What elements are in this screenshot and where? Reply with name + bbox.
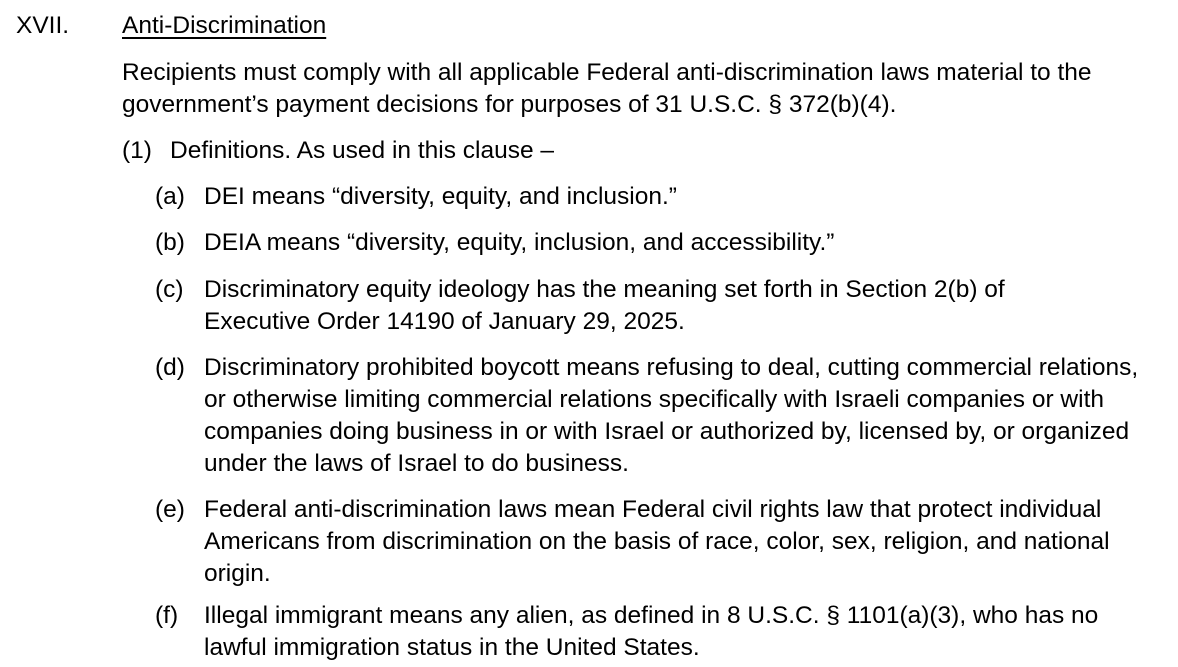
definition-item-e <box>155 494 1159 590</box>
section-number: XVII. <box>16 12 70 39</box>
definition-item-f <box>155 600 1149 664</box>
definition-item-a <box>155 181 1164 213</box>
definitions-clause <box>122 135 554 167</box>
definition-text: DEI means “diversity, equity, and inclusion.” <box>204 183 677 210</box>
definition-marker: (d) <box>155 354 185 381</box>
definition-item-c <box>155 274 1094 338</box>
definition-marker: (b) <box>155 229 185 256</box>
definition-marker: (e) <box>155 496 185 523</box>
definition-item-d <box>155 352 1139 480</box>
intro-paragraph: Recipients must comply with all applicable Federal anti-discrimination laws material to the government’s payment decisions for purposes of 31 U.S.C. § 372(b)(4). <box>122 59 1092 118</box>
section-title: Anti-Discrimination <box>122 12 327 39</box>
definitions-marker: (1) <box>122 137 152 164</box>
definition-item-b <box>155 227 1164 259</box>
definition-text: DEIA means “diversity, equity, inclusion, and accessibility.” <box>204 229 835 256</box>
definition-text: Federal anti-discrimination laws mean Federal civil rights law that protect individual Americans from discrimination on the basis of race, color, sex, religion, and national origin. <box>204 496 1110 587</box>
definition-marker: (c) <box>155 276 184 303</box>
definition-text: Discriminatory equity ideology has the meaning set forth in Section 2(b) of Executive Order 14190 of January 29, 2025. <box>204 276 1005 335</box>
definition-marker: (f) <box>155 602 179 629</box>
definitions-text: Definitions. As used in this clause – <box>170 137 555 164</box>
definition-text: Discriminatory prohibited boycott means refusing to deal, cutting commercial relations, or otherwise limiting commercial relations specifically with Israeli companies or with companies doing business in or with Israel or authorized by, licensed by, or organized under the laws of Israel to do business. <box>204 354 1139 477</box>
definition-text: Illegal immigrant means any alien, as defined in 8 U.S.C. § 1101(a)(3), who has no lawful immigration status in the United States. <box>204 602 1099 661</box>
definition-marker: (a) <box>155 183 185 210</box>
